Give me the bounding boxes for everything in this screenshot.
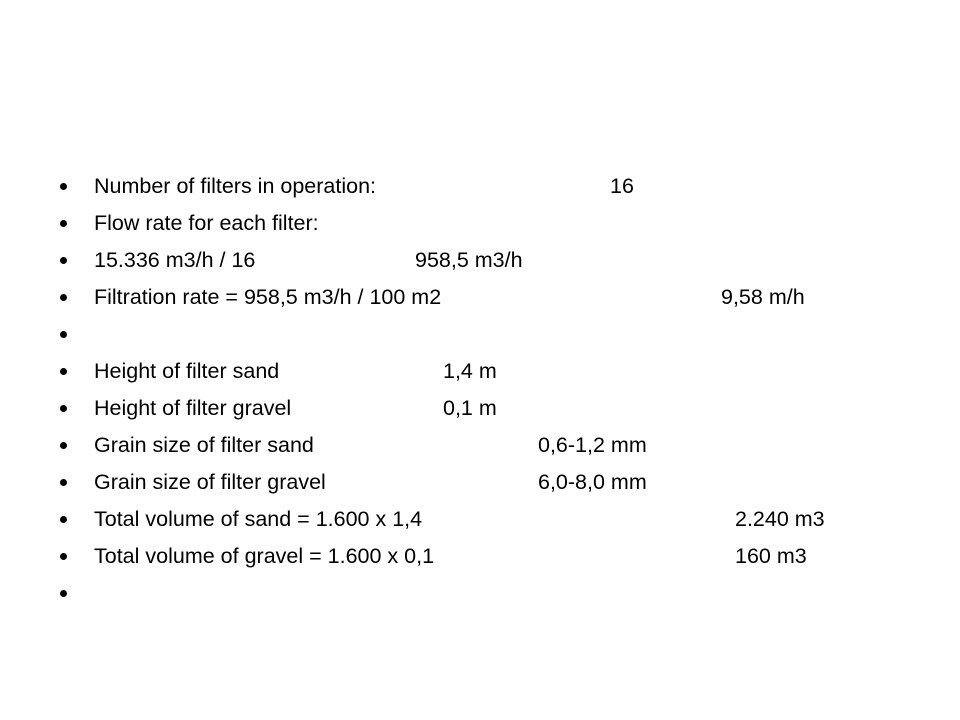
item-label: 15.336 m3/h / 16	[94, 248, 256, 272]
item-label: Total volume of sand = 1.600 x 1,4	[94, 507, 423, 531]
item-label: Flow rate for each filter:	[94, 211, 319, 235]
item-value: 958,5 m3/h	[415, 248, 523, 272]
item-label: Height of filter gravel	[94, 396, 292, 420]
item-value: 160 m3	[735, 544, 807, 568]
item-label: Filtration rate = 958,5 m3/h / 100 m2	[94, 285, 442, 309]
item-value: 9,58 m/h	[721, 285, 805, 309]
bullet-icon	[60, 405, 67, 412]
item-label: Height of filter sand	[94, 359, 280, 383]
item-label: Grain size of filter gravel	[94, 470, 326, 494]
bullet-icon	[60, 516, 67, 523]
item-label: Total volume of gravel = 1.600 x 0,1	[94, 544, 435, 568]
bullet-icon	[60, 257, 67, 264]
item-value: 6,0-8,0 mm	[538, 470, 647, 494]
item-value: 0,6-1,2 mm	[538, 433, 647, 457]
bullet-icon	[60, 183, 67, 190]
bullet-icon	[60, 479, 67, 486]
item-label: Number of filters in operation:	[94, 174, 377, 198]
bullet-icon	[60, 331, 67, 338]
item-value: 16	[610, 174, 634, 198]
item-value: 1,4 m	[443, 359, 497, 383]
bullet-icon	[60, 294, 67, 301]
item-label: Grain size of filter sand	[94, 433, 314, 457]
bullet-icon	[60, 553, 67, 560]
bullet-icon	[60, 368, 67, 375]
bullet-icon	[60, 220, 67, 227]
bullet-icon	[60, 442, 67, 449]
item-value: 2.240 m3	[735, 507, 825, 531]
bullet-icon	[60, 590, 67, 597]
item-value: 0,1 m	[443, 396, 497, 420]
